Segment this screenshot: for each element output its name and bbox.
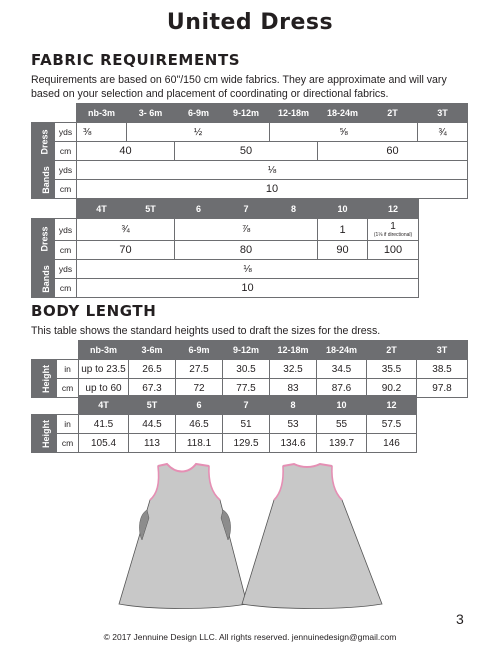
fabric-intro-text: Requirements are based on 60"/150 cm wide fabrics. They are approximate and will vary based on your selection and placement of coordinating or directional fabrics. (31, 74, 447, 100)
size-header: 7 (223, 200, 270, 219)
table-cell: 26.5 (129, 360, 176, 379)
table-cell (368, 219, 419, 241)
table-cell: 83 (270, 379, 317, 398)
fabric-table-header-row (32, 104, 468, 123)
table-cell: ½ (127, 123, 270, 142)
table-cell: 80 (175, 241, 318, 260)
size-header: 10 (317, 396, 367, 415)
unit-label: cm (55, 279, 77, 298)
height-in-row (32, 415, 417, 434)
table-cell: ¾ (77, 219, 175, 241)
size-header: 9-12m (223, 104, 270, 123)
table-cell: 60 (318, 142, 468, 161)
body-length-intro-text: This table shows the standard heights used to draft the sizes for the dress. (31, 325, 381, 337)
dress-illustration (118, 460, 383, 612)
page-number: 3 (456, 611, 464, 627)
bands-side-label: Bands (32, 161, 55, 199)
unit-label: cm (55, 241, 77, 260)
height-in-row (32, 360, 468, 379)
table-cell: 44.5 (129, 415, 176, 434)
unit-label: cm (57, 434, 79, 453)
table-cell: 100 (368, 241, 419, 260)
size-header: 3T (417, 341, 468, 360)
table-cell: up to 23.5 (79, 360, 129, 379)
bands-side-label: Bands (32, 260, 55, 298)
size-header: 6-9m (176, 341, 223, 360)
table-cell: up to 60 (79, 379, 129, 398)
size-header: 12 (367, 396, 417, 415)
size-header: 3T (418, 104, 468, 123)
table-cell: 105.4 (79, 434, 129, 453)
size-header: 12-18m (270, 104, 318, 123)
dress-yds-row (32, 123, 468, 142)
size-header: 9-12m (223, 341, 270, 360)
dress-cm-row (32, 241, 419, 260)
size-header: 8 (270, 200, 318, 219)
footer-copyright: © 2017 Jennuine Design LLC. All rights reserved. jennuinedesign@gmail.com (103, 632, 397, 642)
size-header: 3-6m (129, 341, 176, 360)
dress-side-label: Dress (32, 123, 55, 161)
table-cell: 50 (175, 142, 318, 161)
table-cell: ⅞ (175, 219, 318, 241)
size-header: 4T (77, 200, 127, 219)
table-cell: 32.5 (270, 360, 317, 379)
table-cell: 46.5 (176, 415, 223, 434)
unit-label: cm (57, 379, 79, 398)
unit-label: yds (55, 123, 77, 142)
unit-label: in (57, 360, 79, 379)
size-header: nb-3m (79, 341, 129, 360)
table-cell: 113 (129, 434, 176, 453)
table-cell: 129.5 (223, 434, 270, 453)
body-length-table-small-sizes (31, 340, 468, 398)
table-cell: 40 (77, 142, 175, 161)
dress-front (119, 464, 247, 609)
size-header: 4T (79, 396, 129, 415)
size-header: 6 (175, 200, 223, 219)
table-cell: 1 (318, 219, 368, 241)
table-cell: ⅝ (270, 123, 418, 142)
table-cell: 70 (77, 241, 175, 260)
unit-label: yds (55, 260, 77, 279)
height-cm-row (32, 434, 417, 453)
unit-label: cm (55, 180, 77, 199)
table-cell: 90 (318, 241, 368, 260)
table-cell: 53 (270, 415, 317, 434)
table-cell: 87.6 (317, 379, 367, 398)
table-cell: 134.6 (270, 434, 317, 453)
table-cell: 30.5 (223, 360, 270, 379)
unit-label: cm (55, 142, 77, 161)
table-cell: 27.5 (176, 360, 223, 379)
body-length-heading: BODY LENGTH (31, 302, 157, 320)
table-cell: 146 (367, 434, 417, 453)
unit-label: yds (55, 219, 77, 241)
table-cell: 34.5 (317, 360, 367, 379)
body-table-header-row (32, 341, 468, 360)
page-title: United Dress (166, 10, 334, 35)
table-cell: 38.5 (417, 360, 468, 379)
size-header: nb-3m (77, 104, 127, 123)
body-table-header-row (32, 396, 417, 415)
directional-note: (1⅛ if directional) (373, 232, 413, 238)
size-header: 3- 6m (127, 104, 175, 123)
bands-yds-row (32, 161, 468, 180)
size-header: 18-24m (318, 104, 368, 123)
table-cell: 35.5 (367, 360, 417, 379)
size-header: 5T (127, 200, 175, 219)
fabric-table-header-row (32, 200, 419, 219)
size-header: 6 (176, 396, 223, 415)
size-header: 2T (367, 341, 417, 360)
table-cell: 41.5 (79, 415, 129, 434)
table-cell: 90.2 (367, 379, 417, 398)
bands-yds-row (32, 260, 419, 279)
table-cell: 67.3 (129, 379, 176, 398)
bands-cm-row (32, 180, 468, 199)
bands-cm-row (32, 279, 419, 298)
size-header: 6-9m (175, 104, 223, 123)
unit-label: in (57, 415, 79, 434)
table-cell: 139.7 (317, 434, 367, 453)
size-header: 10 (318, 200, 368, 219)
size-header: 5T (129, 396, 176, 415)
table-cell: 57.5 (367, 415, 417, 434)
dress-cm-row (32, 142, 468, 161)
table-cell: ¾ (418, 123, 468, 142)
table-cell: 55 (317, 415, 367, 434)
table-cell: ⅛ (77, 260, 419, 279)
height-side-label: Height (32, 415, 57, 453)
dress-yds-row (32, 219, 419, 241)
table-cell: 10 (77, 180, 468, 199)
body-length-table-large-sizes (31, 395, 417, 453)
size-header: 7 (223, 396, 270, 415)
table-cell: 51 (223, 415, 270, 434)
table-cell: 72 (176, 379, 223, 398)
fabric-table-small-sizes (31, 103, 468, 199)
size-header: 12-18m (270, 341, 317, 360)
size-header: 2T (368, 104, 418, 123)
size-header: 18-24m (317, 341, 367, 360)
dress-back (242, 464, 382, 609)
table-cell-value: 1 (390, 221, 396, 232)
fabric-requirements-heading: FABRIC REQUIREMENTS (31, 51, 241, 69)
dress-side-label: Dress (32, 219, 55, 260)
table-cell: 118.1 (176, 434, 223, 453)
unit-label: yds (55, 161, 77, 180)
table-cell: 77.5 (223, 379, 270, 398)
size-header: 8 (270, 396, 317, 415)
table-cell: 97.8 (417, 379, 468, 398)
height-side-label: Height (32, 360, 57, 398)
table-cell: 10 (77, 279, 419, 298)
table-cell: ⅜ (77, 123, 127, 142)
size-header: 12 (368, 200, 419, 219)
fabric-table-large-sizes (31, 199, 419, 298)
table-cell: ⅛ (77, 161, 468, 180)
